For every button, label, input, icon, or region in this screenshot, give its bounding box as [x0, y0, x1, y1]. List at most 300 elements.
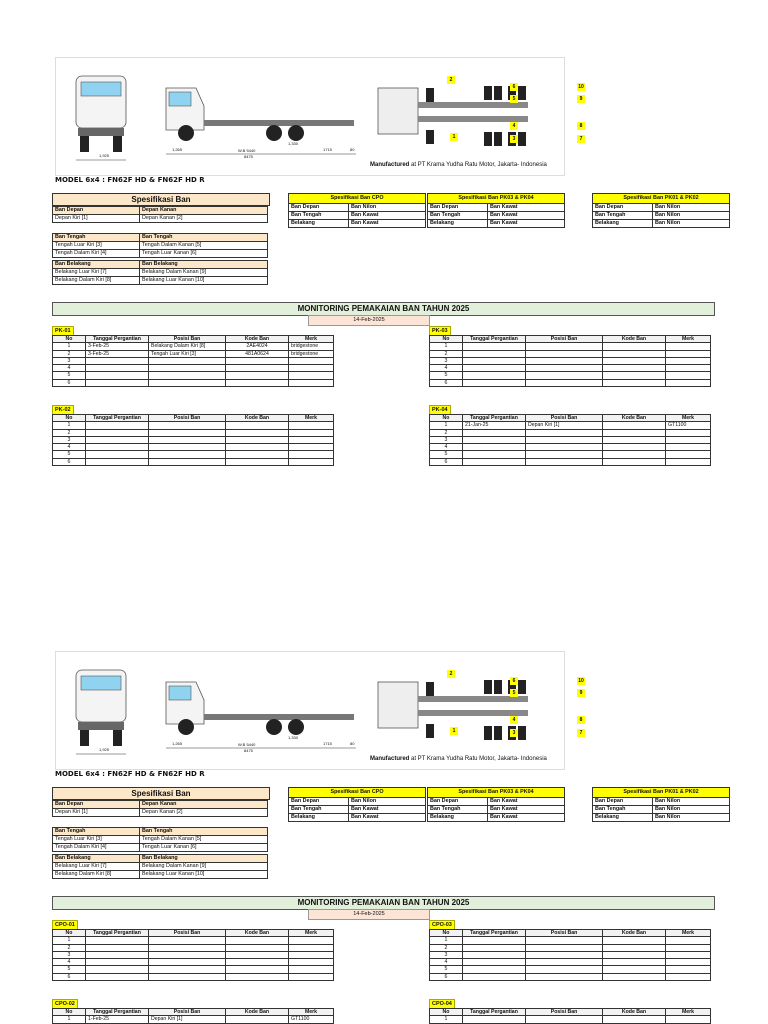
spec-right-cell: Belakang Luar Kanan [10] — [140, 871, 268, 879]
table-cell[interactable] — [463, 379, 526, 386]
table-cell[interactable]: 1-Feb-25 — [86, 1016, 149, 1023]
table-cell[interactable]: 1 — [53, 1016, 86, 1023]
tyre-log-body — [430, 343, 711, 387]
table-cell[interactable] — [526, 357, 603, 364]
table-cell[interactable] — [666, 379, 711, 386]
table-cell[interactable] — [666, 951, 711, 958]
table-row — [53, 357, 334, 364]
dimension-label: W.B 5440 — [238, 148, 256, 153]
table-cell[interactable] — [149, 458, 226, 465]
column-header: Tanggal Pergantian — [463, 1009, 526, 1016]
column-header: Tanggal Pergantian — [86, 415, 149, 422]
table-row — [53, 451, 334, 458]
table-cell[interactable] — [289, 379, 334, 386]
table-cell[interactable]: 481A0624 — [226, 350, 289, 357]
table-cell[interactable] — [666, 444, 711, 451]
table-cell[interactable] — [463, 350, 526, 357]
manufacturer-name: at PT Krama Yudha Ratu Motor, Jakarta- Indonesia — [409, 756, 547, 762]
table-cell[interactable] — [603, 1016, 666, 1023]
table-cell[interactable] — [149, 937, 226, 944]
chassis-tyre-10 — [518, 132, 526, 146]
table-cell[interactable]: 3 — [430, 951, 463, 958]
table-cell[interactable] — [603, 422, 666, 429]
table-cell[interactable] — [289, 944, 334, 951]
table-cell[interactable]: 2 — [53, 350, 86, 357]
table-cell[interactable]: Depan Kiri [1] — [149, 1016, 226, 1023]
column-header: Kode Ban — [226, 930, 289, 937]
table-cell[interactable] — [666, 944, 711, 951]
table-cell[interactable] — [666, 458, 711, 465]
table-cell[interactable]: 6 — [53, 379, 86, 386]
table-cell[interactable] — [603, 951, 666, 958]
table-cell[interactable] — [603, 372, 666, 379]
tyre-number-badge: 9 — [577, 95, 585, 103]
table-cell[interactable]: 3 — [53, 436, 86, 443]
table-cell[interactable]: 1 — [430, 937, 463, 944]
table-cell[interactable] — [149, 959, 226, 966]
table-cell[interactable] — [603, 379, 666, 386]
table-cell[interactable] — [86, 422, 149, 429]
table-cell[interactable] — [666, 959, 711, 966]
table-cell[interactable] — [226, 458, 289, 465]
table-cell[interactable] — [526, 372, 603, 379]
table-cell[interactable]: Tengah Luar Kiri [3] — [149, 350, 226, 357]
table-cell[interactable]: 2 — [53, 429, 86, 436]
table-cell[interactable] — [86, 944, 149, 951]
tyre-log-header-row — [430, 930, 711, 937]
table-cell[interactable] — [226, 451, 289, 458]
table-cell[interactable] — [289, 422, 334, 429]
tyre-log-table — [52, 1008, 334, 1024]
table-cell[interactable] — [603, 937, 666, 944]
chassis-tyre-10 — [518, 726, 526, 740]
front-tyre-right — [113, 730, 122, 746]
table-cell[interactable]: 4 — [53, 444, 86, 451]
manufacturer-caption — [370, 162, 547, 168]
table-cell[interactable] — [226, 429, 289, 436]
table-cell[interactable] — [226, 944, 289, 951]
table-cell[interactable] — [603, 365, 666, 372]
tyre-log-header-row — [53, 336, 334, 343]
spec-left-cell: Belakang Luar Kiri [7] — [53, 269, 140, 277]
table-cell[interactable] — [289, 966, 334, 973]
table-cell[interactable] — [149, 357, 226, 364]
table-cell[interactable] — [226, 937, 289, 944]
spec-row — [53, 809, 268, 817]
table-cell[interactable] — [666, 973, 711, 980]
table-cell[interactable]: 2 — [430, 429, 463, 436]
table-cell[interactable] — [226, 436, 289, 443]
table-cell[interactable] — [289, 937, 334, 944]
table-cell[interactable] — [149, 966, 226, 973]
table-cell[interactable]: Depan Kiri [1] — [526, 422, 603, 429]
spec-left-cell: Tengah Luar Kiri [3] — [53, 836, 140, 844]
table-cell[interactable]: GT1100 — [289, 1016, 334, 1023]
spec-box-title: Spesifikasi Ban PK01 & PK02 — [593, 788, 730, 798]
table-cell[interactable] — [463, 959, 526, 966]
spec-box-type: Ban Nilon — [653, 220, 730, 228]
column-header: Merk — [289, 336, 334, 343]
chassis-tyre-3 — [484, 680, 492, 694]
table-cell[interactable] — [86, 966, 149, 973]
table-cell[interactable] — [86, 458, 149, 465]
manufacturer-caption — [370, 756, 547, 762]
table-cell[interactable] — [666, 357, 711, 364]
spec-box-position: Ban Tengah — [428, 806, 488, 814]
table-cell[interactable] — [226, 959, 289, 966]
table-cell[interactable] — [666, 350, 711, 357]
spec-box-position: Ban Tengah — [428, 212, 488, 220]
table-cell[interactable] — [526, 944, 603, 951]
table-cell[interactable] — [463, 973, 526, 980]
table-cell[interactable] — [289, 436, 334, 443]
table-cell[interactable] — [666, 429, 711, 436]
table-cell[interactable] — [149, 422, 226, 429]
table-row — [53, 944, 334, 951]
table-cell[interactable] — [603, 436, 666, 443]
spec-box-type: Ban Kawat — [488, 220, 565, 228]
spec-box-row — [289, 220, 426, 228]
chassis-tyre-6 — [494, 726, 502, 740]
table-cell[interactable] — [666, 966, 711, 973]
table-cell[interactable] — [526, 937, 603, 944]
rear-wheel — [288, 125, 304, 141]
table-cell[interactable] — [149, 436, 226, 443]
table-cell[interactable] — [226, 973, 289, 980]
table-cell[interactable] — [603, 959, 666, 966]
column-header: Tanggal Pergantian — [463, 930, 526, 937]
table-cell[interactable] — [603, 458, 666, 465]
table-cell[interactable] — [289, 458, 334, 465]
table-cell[interactable] — [86, 973, 149, 980]
spec-group-heading: Ban Tengah — [140, 234, 268, 242]
table-cell[interactable] — [86, 937, 149, 944]
table-cell[interactable]: 6 — [53, 458, 86, 465]
table-cell[interactable] — [526, 458, 603, 465]
table-cell[interactable]: 2AE4024 — [226, 343, 289, 350]
table-cell[interactable]: 1 — [430, 422, 463, 429]
unit-tag: PK-01 — [52, 326, 74, 336]
spec-box-row — [428, 212, 565, 220]
manufactured-label: Manufactured — [370, 756, 410, 762]
table-cell[interactable] — [463, 343, 526, 350]
column-header: No — [53, 930, 86, 937]
table-cell[interactable] — [463, 436, 526, 443]
table-cell[interactable]: 6 — [430, 379, 463, 386]
table-cell[interactable] — [463, 458, 526, 465]
spec-box-type: Ban Nilon — [653, 212, 730, 220]
spec-box-title-row — [289, 788, 426, 798]
table-cell[interactable]: 3 — [53, 951, 86, 958]
table-cell[interactable]: 1 — [53, 422, 86, 429]
table-cell[interactable] — [86, 357, 149, 364]
table-cell[interactable] — [666, 451, 711, 458]
table-cell[interactable] — [149, 379, 226, 386]
table-cell[interactable] — [226, 365, 289, 372]
table-cell[interactable]: bridgestone — [289, 350, 334, 357]
table-cell[interactable]: 21-Jan-25 — [463, 422, 526, 429]
tyre-number-badge: 5 — [510, 95, 518, 103]
front-wheel — [178, 719, 194, 735]
table-cell[interactable] — [666, 343, 711, 350]
table-cell[interactable] — [149, 973, 226, 980]
table-cell[interactable] — [666, 436, 711, 443]
spec-box-row — [289, 798, 426, 806]
table-cell[interactable] — [526, 973, 603, 980]
table-cell[interactable] — [226, 422, 289, 429]
tyre-number-badge: 2 — [447, 76, 455, 84]
spec-left-cell: Tengah Luar Kiri [3] — [53, 242, 140, 250]
table-cell[interactable] — [526, 951, 603, 958]
table-cell[interactable]: 3-Feb-25 — [86, 350, 149, 357]
table-cell[interactable]: 4 — [53, 959, 86, 966]
table-cell[interactable] — [149, 365, 226, 372]
spec-group-header — [53, 855, 268, 863]
table-cell[interactable] — [289, 451, 334, 458]
spec-right-cell: Belakang Dalam Kanan [9] — [140, 863, 268, 871]
spec-row — [53, 269, 268, 277]
column-header: Posisi Ban — [149, 415, 226, 422]
table-cell[interactable] — [289, 951, 334, 958]
table-cell[interactable] — [526, 966, 603, 973]
tyre-log-head — [53, 930, 334, 937]
table-cell[interactable]: 2 — [53, 944, 86, 951]
table-row — [53, 372, 334, 379]
table-row — [430, 966, 711, 973]
table-cell[interactable]: 6 — [430, 973, 463, 980]
column-header: No — [430, 336, 463, 343]
table-cell[interactable]: 6 — [53, 973, 86, 980]
spec-box-type: Ban Nilon — [349, 798, 426, 806]
table-cell[interactable]: 5 — [53, 451, 86, 458]
column-header: No — [53, 415, 86, 422]
table-cell[interactable] — [526, 379, 603, 386]
chassis-top-cab — [378, 88, 418, 134]
spec-box-row — [289, 212, 426, 220]
spec-right-cell: Tengah Luar Kanan [6] — [140, 844, 268, 852]
table-cell[interactable] — [603, 343, 666, 350]
table-cell[interactable]: Belakang Dalam Kiri [8] — [149, 343, 226, 350]
table-cell[interactable] — [603, 350, 666, 357]
spec-row — [53, 844, 268, 852]
table-cell[interactable]: 4 — [430, 365, 463, 372]
tyre-number-badge: 3 — [510, 135, 518, 143]
table-cell[interactable]: 3 — [53, 357, 86, 364]
table-cell[interactable] — [603, 944, 666, 951]
table-cell[interactable] — [526, 959, 603, 966]
table-cell[interactable] — [86, 372, 149, 379]
tyre-log-head — [430, 415, 711, 422]
table-cell[interactable] — [603, 966, 666, 973]
table-cell[interactable] — [463, 937, 526, 944]
spec-box-position: Ban Depan — [289, 204, 349, 212]
spec-box-position: Ban Tengah — [593, 806, 653, 814]
table-cell[interactable] — [526, 451, 603, 458]
table-cell[interactable]: bridgestone — [289, 343, 334, 350]
column-header: No — [430, 1009, 463, 1016]
table-cell[interactable] — [149, 444, 226, 451]
table-cell[interactable] — [603, 357, 666, 364]
table-cell[interactable] — [666, 372, 711, 379]
dimension-label: 1,265 — [172, 741, 183, 746]
table-cell[interactable] — [226, 1016, 289, 1023]
table-cell[interactable] — [289, 357, 334, 364]
table-cell[interactable] — [526, 429, 603, 436]
spec-box-position: Belakang — [289, 220, 349, 228]
table-cell[interactable] — [226, 966, 289, 973]
table-cell[interactable] — [463, 444, 526, 451]
table-cell[interactable] — [149, 429, 226, 436]
table-cell[interactable] — [603, 451, 666, 458]
table-cell[interactable]: 5 — [430, 966, 463, 973]
table-cell[interactable] — [463, 357, 526, 364]
spec-box-row — [593, 220, 730, 228]
table-cell[interactable] — [526, 436, 603, 443]
table-cell[interactable] — [526, 365, 603, 372]
table-cell[interactable]: 4 — [53, 365, 86, 372]
table-cell[interactable] — [149, 944, 226, 951]
chassis-tyre-5 — [484, 726, 492, 740]
column-header: Posisi Ban — [526, 415, 603, 422]
table-cell[interactable] — [289, 444, 334, 451]
spec-group-heading: Ban Depan — [53, 801, 140, 809]
table-cell[interactable] — [289, 429, 334, 436]
table-cell[interactable]: 6 — [430, 458, 463, 465]
table-cell[interactable]: 3-Feb-25 — [86, 343, 149, 350]
table-cell[interactable]: 4 — [430, 444, 463, 451]
table-cell[interactable] — [463, 429, 526, 436]
table-cell[interactable]: 1 — [430, 1016, 463, 1023]
table-cell[interactable]: 1 — [53, 937, 86, 944]
table-cell[interactable] — [149, 951, 226, 958]
table-cell[interactable] — [86, 436, 149, 443]
spec-box-position: Ban Depan — [593, 798, 653, 806]
table-cell[interactable] — [86, 365, 149, 372]
spec-box-position: Belakang — [428, 220, 488, 228]
table-cell[interactable]: 3 — [430, 357, 463, 364]
table-cell[interactable]: GT1100 — [666, 422, 711, 429]
truck-chassis-frame — [204, 714, 354, 720]
table-cell[interactable] — [463, 372, 526, 379]
tyre-number-badge: 7 — [577, 729, 585, 737]
table-cell[interactable] — [86, 451, 149, 458]
dimension-label: 1,265 — [172, 147, 183, 152]
table-cell[interactable] — [666, 1016, 711, 1023]
table-cell[interactable] — [86, 951, 149, 958]
tyre-number-badge: 3 — [510, 729, 518, 737]
table-cell[interactable] — [226, 372, 289, 379]
table-cell[interactable] — [526, 343, 603, 350]
table-cell[interactable] — [526, 350, 603, 357]
table-cell[interactable] — [289, 959, 334, 966]
spec-box-row — [593, 212, 730, 220]
table-cell[interactable] — [226, 357, 289, 364]
table-cell[interactable] — [226, 951, 289, 958]
truck-drawing-figure — [55, 651, 565, 770]
spec-box-type: Ban Kawat — [488, 212, 565, 220]
table-cell[interactable] — [86, 429, 149, 436]
table-row — [430, 350, 711, 357]
spec-box-type: Ban Kawat — [349, 220, 426, 228]
table-cell[interactable]: 1 — [53, 343, 86, 350]
table-row — [430, 357, 711, 364]
tyre-number-badge: 1 — [450, 133, 458, 141]
spec-box-table — [592, 787, 730, 822]
spec-box-table — [288, 193, 426, 228]
table-cell[interactable]: 2 — [430, 944, 463, 951]
tyre-number-badge: 9 — [577, 689, 585, 697]
table-row — [53, 350, 334, 357]
table-cell[interactable] — [463, 966, 526, 973]
dimension-label: 8475 — [244, 748, 253, 753]
column-header: Posisi Ban — [149, 336, 226, 343]
spec-title: Spesifikasi Ban — [52, 787, 270, 800]
table-cell[interactable] — [666, 365, 711, 372]
tyre-log-head — [430, 1009, 711, 1016]
table-cell[interactable] — [526, 1016, 603, 1023]
table-cell[interactable] — [86, 379, 149, 386]
table-cell[interactable] — [149, 451, 226, 458]
spec-row — [53, 215, 268, 223]
tyre-log-table — [52, 929, 334, 981]
table-cell[interactable] — [463, 951, 526, 958]
table-cell[interactable] — [86, 444, 149, 451]
table-cell[interactable]: 5 — [53, 966, 86, 973]
table-cell[interactable] — [289, 372, 334, 379]
table-cell[interactable] — [289, 973, 334, 980]
column-header: Merk — [289, 1009, 334, 1016]
table-cell[interactable] — [149, 372, 226, 379]
table-cell[interactable]: 5 — [430, 372, 463, 379]
tyre-number-badge: 6 — [510, 83, 518, 91]
table-cell[interactable] — [226, 379, 289, 386]
column-header: Merk — [666, 930, 711, 937]
table-cell[interactable] — [463, 365, 526, 372]
column-header: Tanggal Pergantian — [86, 930, 149, 937]
table-cell[interactable] — [603, 973, 666, 980]
column-header: Merk — [289, 415, 334, 422]
table-cell[interactable]: 5 — [430, 451, 463, 458]
column-header: Tanggal Pergantian — [86, 336, 149, 343]
table-row — [430, 951, 711, 958]
tyre-number-badge: 10 — [578, 678, 584, 684]
table-cell[interactable] — [526, 444, 603, 451]
spec-box-position: Belakang — [428, 814, 488, 822]
table-cell[interactable] — [226, 444, 289, 451]
table-cell[interactable] — [86, 959, 149, 966]
table-cell[interactable]: 2 — [430, 350, 463, 357]
table-cell[interactable] — [463, 451, 526, 458]
table-cell[interactable] — [603, 444, 666, 451]
spec-box-title-row — [289, 194, 426, 204]
table-row — [53, 1016, 334, 1023]
table-cell[interactable]: 5 — [53, 372, 86, 379]
table-cell[interactable] — [463, 944, 526, 951]
table-cell[interactable] — [666, 937, 711, 944]
spec-box-position: Ban Depan — [289, 798, 349, 806]
dimension-label: 80 — [350, 147, 355, 152]
table-cell[interactable] — [463, 1016, 526, 1023]
table-cell[interactable]: 4 — [430, 959, 463, 966]
side-window — [169, 686, 191, 700]
table-cell[interactable]: 3 — [430, 436, 463, 443]
table-cell[interactable]: 1 — [430, 343, 463, 350]
windshield — [81, 676, 121, 690]
table-row — [53, 959, 334, 966]
table-cell[interactable] — [603, 429, 666, 436]
table-cell[interactable] — [289, 365, 334, 372]
spec-row — [53, 250, 268, 258]
